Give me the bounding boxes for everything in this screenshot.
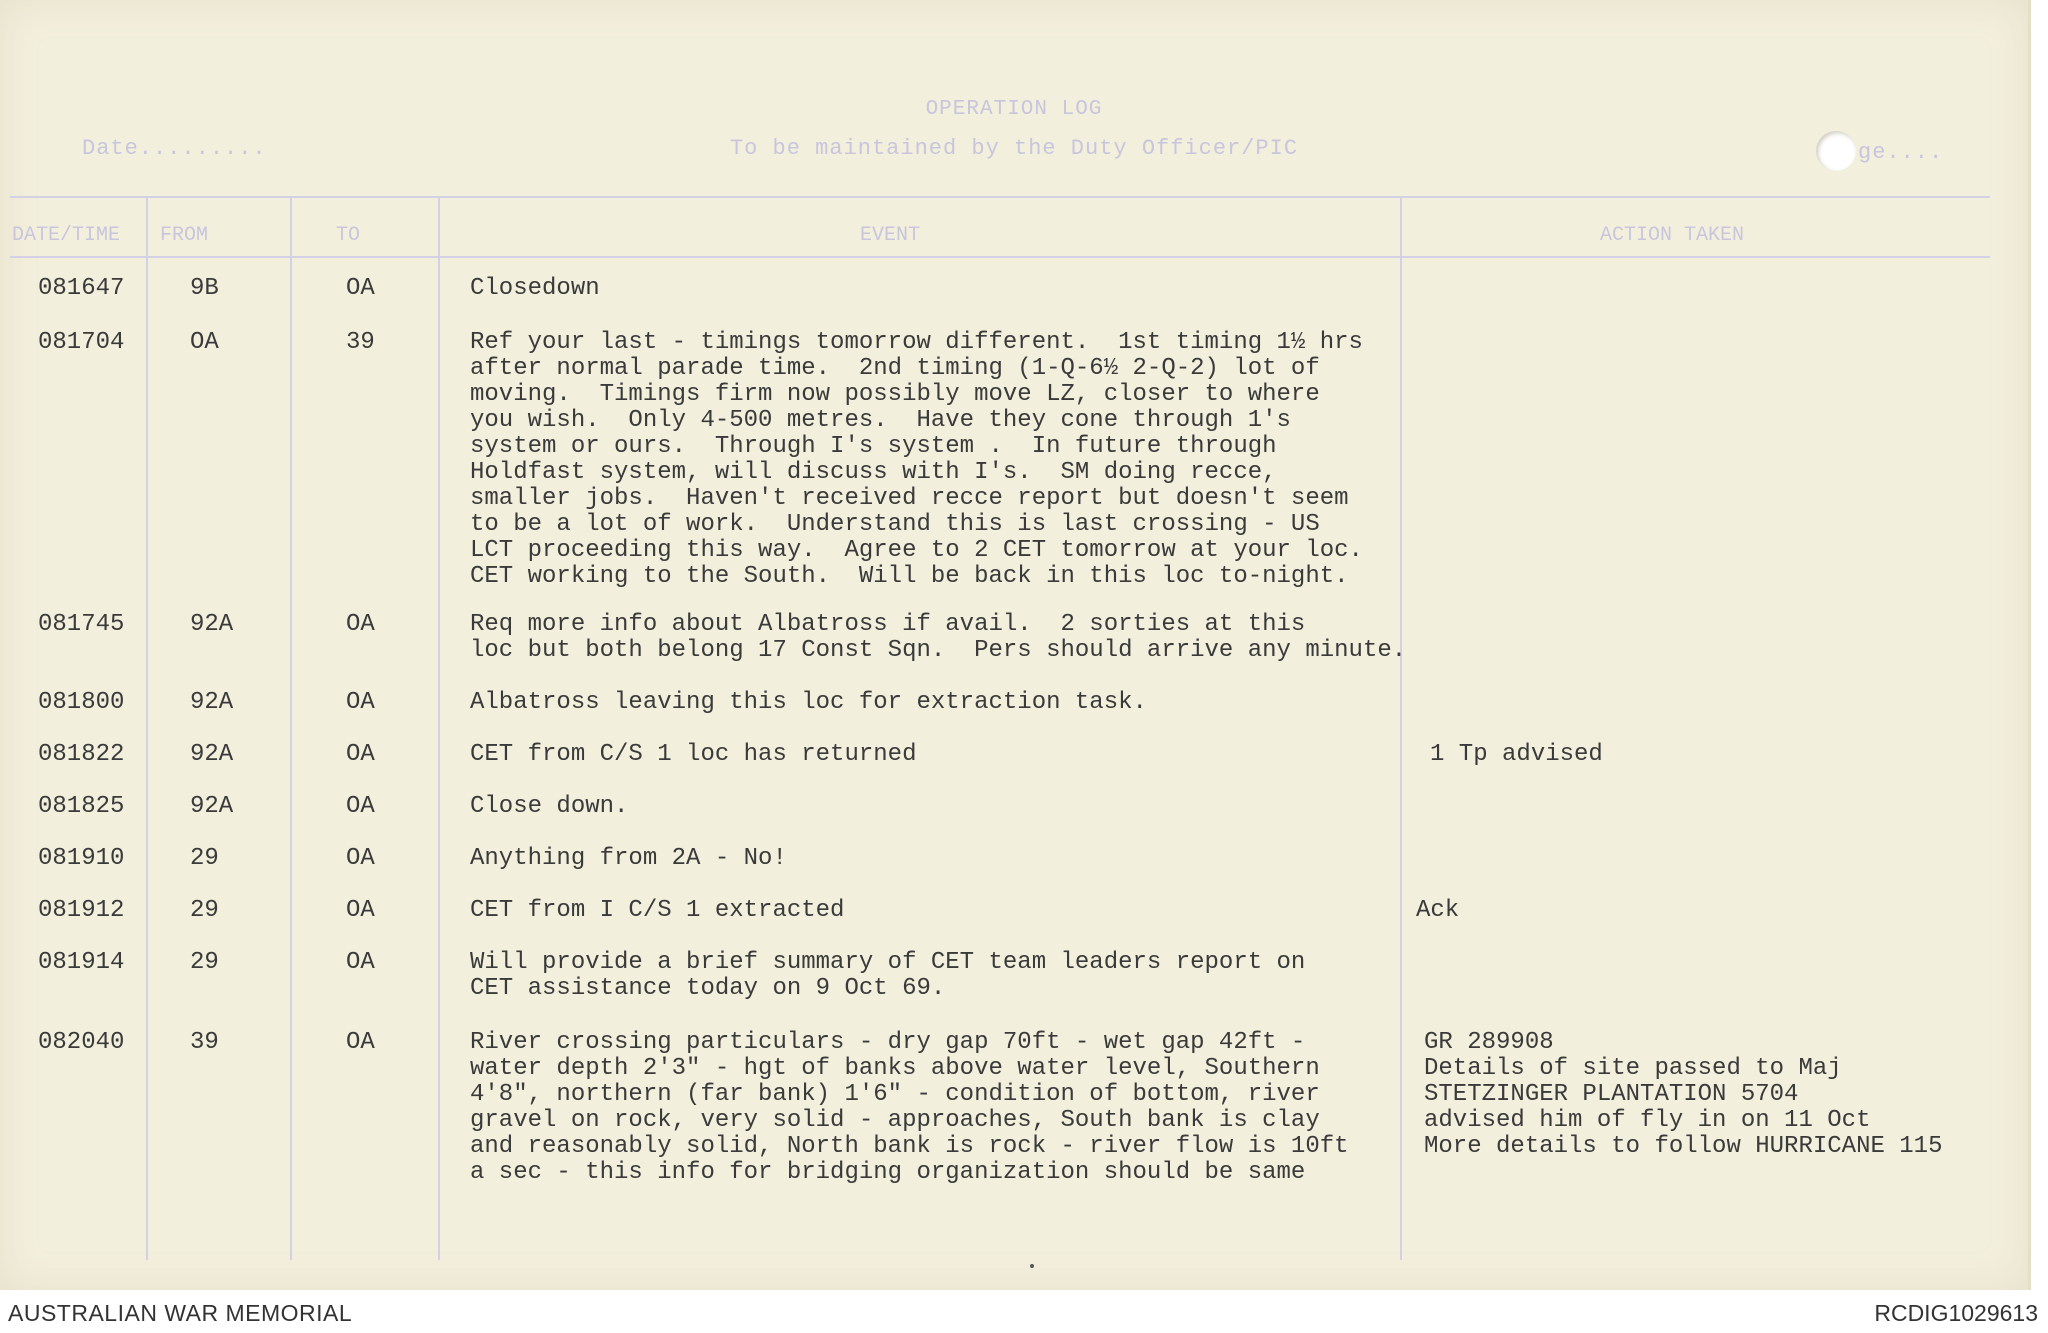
column-divider (1400, 196, 1402, 1260)
row-to: 39 (346, 329, 375, 356)
row-datetime: 081704 (38, 329, 125, 356)
row-event: CET from I C/S 1 extracted (470, 897, 845, 924)
row-to: OA (346, 689, 375, 716)
row-event: Close down. (470, 793, 629, 820)
row-from: OA (190, 329, 219, 356)
punch-hole (1816, 131, 1856, 171)
row-action: Ack (1416, 897, 1460, 924)
row-datetime: 082040 (38, 1029, 125, 1056)
row-to: OA (346, 741, 375, 768)
row-from: 92A (190, 689, 234, 716)
column-divider (290, 196, 292, 1260)
header-bottom-rule (10, 256, 1990, 258)
row-to: OA (346, 793, 375, 820)
ink-mark (1030, 1264, 1034, 1268)
row-from: 9B (190, 275, 219, 302)
row-event: Albatross leaving this loc for extraction task. (470, 689, 1147, 716)
row-from: 39 (190, 1029, 219, 1056)
row-to: OA (346, 275, 375, 302)
form-title: OPERATION LOG (925, 98, 1103, 121)
row-from: 29 (190, 949, 219, 976)
row-datetime: 081800 (38, 689, 125, 716)
row-event: CET from C/S 1 loc has returned (470, 741, 917, 768)
column-header-from: FROM (160, 224, 209, 247)
row-datetime: 081914 (38, 949, 125, 976)
row-to: OA (346, 1029, 375, 1056)
row-datetime: 081647 (38, 275, 125, 302)
row-from: 29 (190, 845, 219, 872)
form-page-label: ge.... (1858, 140, 1944, 165)
column-header-to: TO (336, 224, 361, 247)
row-datetime: 081745 (38, 611, 125, 638)
form-date-label: Date......... (82, 136, 267, 161)
column-header-datetime: DATE/TIME (12, 224, 121, 247)
row-event: River crossing particulars - dry gap 70ft - wet gap 42ft - water depth 2'3" - hgt of banks above water level, Southern 4'8", northern (far bank) 1'6" - condition of bottom, river gravel on rock, very solid - approaches, South bank is clay and reasonably solid, North bank is rock - river flow is 10ft a sec - this info for bridging organization should be same (470, 1029, 1349, 1186)
column-divider (438, 196, 440, 1260)
row-event: Anything from 2A - No! (470, 845, 787, 872)
row-event: Will provide a brief summary of CET team leaders report on CET assistance today on 9 Oct 69. (470, 949, 1306, 1002)
row-event: Ref your last - timings tomorrow different. 1st timing 1½ hrs after normal parade time. 2nd timing (1-Q-6½ 2-Q-2) lot of moving. Timings firm now possibly move LZ, closer to where you wish. Only 4-500 metres. Have they cone through 1's system or ours. Through I's system . In future through Holdfast system, will discuss with I's. SM doing recce, smaller jobs. Haven't received recce report but doesn't seem to be a lot of work. Understand this is last crossing - US LCT proceeding this way. Agree to 2 CET tomorrow at your loc. CET working to the South. Will be back in this loc to-night. (470, 329, 1363, 590)
row-from: 92A (190, 793, 234, 820)
column-divider (146, 196, 148, 1260)
row-datetime: 081822 (38, 741, 125, 768)
row-from: 29 (190, 897, 219, 924)
column-header-event: EVENT (860, 224, 921, 247)
row-to: OA (346, 897, 375, 924)
form-subtitle: To be maintained by the Duty Officer/PIC (729, 136, 1299, 161)
row-datetime: 081910 (38, 845, 125, 872)
row-from: 92A (190, 741, 234, 768)
header-top-rule (10, 196, 1990, 198)
row-to: OA (346, 949, 375, 976)
row-to: OA (346, 845, 375, 872)
footer-record-id: RCDIG1029613 (1874, 1300, 2038, 1326)
row-datetime: 081912 (38, 897, 125, 924)
row-action: GR 289908 Details of site passed to Maj STETZINGER PLANTATION 5704 advised him of fly in on 11 Oct More details to follow HURRICANE 115 (1424, 1029, 1943, 1160)
footer-archive-name: AUSTRALIAN WAR MEMORIAL (8, 1300, 353, 1326)
row-to: OA (346, 611, 375, 638)
column-header-action: ACTION TAKEN (1600, 224, 1745, 247)
row-event: Closedown (470, 275, 600, 302)
row-from: 92A (190, 611, 234, 638)
row-event: Req more info about Albatross if avail. 2 sorties at this loc but both belong 17 Const Sqn. Pers should arrive any minute. (470, 611, 1407, 664)
row-action: 1 Tp advised (1430, 741, 1603, 768)
row-datetime: 081825 (38, 793, 125, 820)
